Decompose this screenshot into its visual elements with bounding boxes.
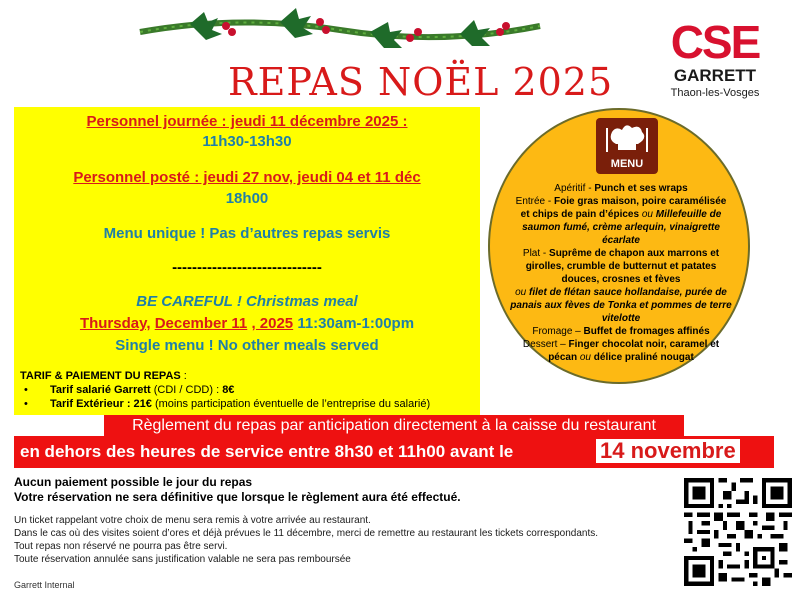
price-external	[20, 397, 476, 411]
aperitif-label: Apéritif -	[554, 183, 595, 194]
plat-or: ou	[515, 287, 530, 298]
note-visits: Dans le cas où des visites soient d’ores et déjà prévues le 11 décembre, merci de remettre au restaurant les tickets correspondants.	[14, 528, 598, 539]
menu-entree	[510, 195, 732, 247]
fromage-label: Fromage –	[532, 326, 584, 337]
no-payment-on-day: Aucun paiement possible le jour du repas	[14, 475, 253, 489]
price-external-note: (moins participation éventuelle de l’entreprise du salarié)	[151, 398, 431, 410]
pricing-heading-suffix: :	[180, 370, 187, 382]
separator: ------------------------------	[172, 259, 322, 276]
dessert-dish: Finger chocolat noir, caramel et pécan	[548, 339, 720, 363]
menu-plat	[510, 247, 732, 286]
english-month-day: December 11	[154, 315, 248, 332]
shift-staff-date: Personnel posté : jeudi 27 nov, jeudi 04 et 11 déc	[73, 169, 421, 186]
page-title: REPAS NOËL 2025	[228, 60, 614, 104]
day-staff-time: 11h30-13h30	[202, 133, 292, 150]
price-external-label: Tarif Extérieur : 21€	[50, 398, 152, 410]
single-menu-note-fr: Menu unique ! Pas d’autres repas servis	[103, 225, 391, 242]
payment-banner-line1: Règlement du repas par anticipation directement à la caisse du restaurant	[104, 415, 684, 436]
important-notes	[14, 475, 674, 505]
plat-dish: Suprême de chapon aux marrons et girolles, crumble de butternut et patates douces, crosnes et fèves	[525, 248, 720, 285]
logo-company: GARRETT	[673, 66, 757, 85]
menu-icon-label: MENU	[610, 158, 644, 170]
note-ticket: Un ticket rappelant votre choix de menu sera remis à votre arrivée au restaurant.	[14, 515, 371, 526]
plat-alt-dish: filet de flétan sauce hollandaise, purée de panais aux fèves de Tonka et pommes de terre vitelotte	[510, 287, 732, 324]
reservation-confirmation-note: Votre réservation ne sera définitive que lorsque le règlement aura été effectué.	[14, 490, 461, 504]
payment-exclamation: !	[774, 442, 780, 461]
logo-city: Thaon-les-Vosges	[670, 87, 760, 99]
dessert-label: Dessert –	[522, 339, 569, 350]
entree-or: ou	[639, 209, 656, 220]
chef-hat-icon	[596, 118, 658, 162]
entree-alt-dish: Millefeuille de saumon fumé, crème arlequin, vinaigrette écarlate	[522, 209, 722, 246]
english-time: 11:30am-1:00pm	[297, 315, 415, 332]
english-heading: BE CAREFUL ! Christmas meal	[136, 293, 358, 310]
menu-text	[510, 182, 732, 364]
english-day: Thursday,	[79, 315, 151, 332]
note-cancellation: Toute réservation annulée sans justification valable ne sera pas remboursée	[14, 554, 351, 565]
qr-code-icon[interactable]	[684, 478, 792, 586]
english-year: , 2025	[251, 315, 294, 332]
additional-notes	[14, 514, 684, 566]
note-unreserved: Tout repas non réservé ne pourra pas être servi.	[14, 541, 228, 552]
menu-dessert	[510, 338, 732, 364]
plat-label: Plat -	[522, 248, 550, 259]
dessert-alt-dish: délice praliné nougat	[593, 352, 694, 363]
payment-deadline-date: 14 novembre	[596, 439, 740, 463]
menu-aperitif	[510, 182, 732, 195]
menu-fromage	[510, 325, 732, 338]
menu-plat-alt	[510, 286, 732, 325]
single-menu-note-en: Single menu ! No other meals served	[115, 337, 379, 354]
day-staff-date: Personnel journée : jeudi 11 décembre 2025 :	[86, 113, 408, 130]
english-date-line	[14, 315, 480, 333]
shift-staff-time: 18h00	[225, 190, 269, 207]
price-employee-label: Tarif salarié Garrett	[50, 384, 151, 396]
price-employee-value: 8€	[222, 384, 235, 396]
cse-garrett-logo	[660, 18, 770, 104]
logo-cse-text: CSE	[670, 16, 760, 68]
payment-banner-line2	[14, 436, 780, 468]
price-employee-contract: (CDI / CDD) :	[150, 384, 223, 396]
dessert-or: ou	[577, 352, 594, 363]
pricing-heading: TARIF & PAIEMENT DU REPAS	[20, 370, 181, 382]
aperitif-dish: Punch et ses wraps	[594, 183, 688, 194]
info-box	[14, 107, 480, 415]
entree-dish: Foie gras maison, poire caramélisée et chips de pain d’épices	[520, 196, 727, 220]
holly-garland-icon	[130, 2, 550, 54]
pricing-section	[20, 369, 476, 411]
classification-footer: Garrett Internal	[14, 580, 75, 590]
entree-label: Entrée -	[515, 196, 555, 207]
price-employee	[20, 383, 476, 397]
payment-hours-text: en dehors des heures de service entre 8h30 et 11h00 avant le	[20, 442, 514, 461]
fromage-dish: Buffet de fromages affinés	[583, 326, 710, 337]
chef-hat-utensils-icon	[596, 118, 658, 174]
